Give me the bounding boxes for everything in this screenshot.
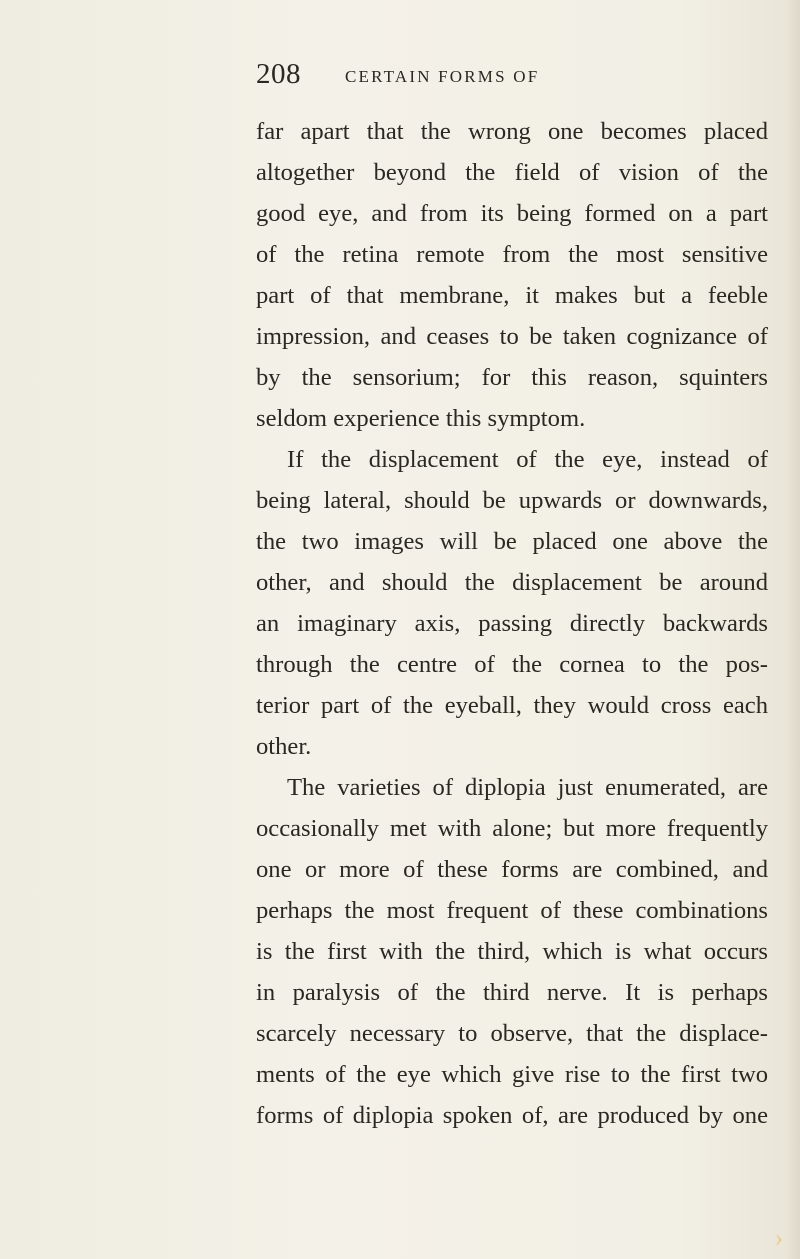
text-line: altogether beyond the field of vision of the bbox=[256, 159, 768, 186]
text-line: perhaps the most frequent of these combinations bbox=[256, 897, 768, 924]
text-line: of the retina remote from the most sensitive bbox=[256, 241, 768, 268]
text-line: occasionally met with alone; but more frequently bbox=[256, 815, 768, 842]
text-line: by the sensorium; for this reason, squinters bbox=[256, 364, 768, 391]
text-line: good eye, and from its being formed on a part bbox=[256, 200, 768, 227]
text-line: an imaginary axis, passing directly backwards bbox=[256, 610, 768, 637]
paragraph-first-line: The varieties of diplopia just enumerated, are bbox=[287, 774, 768, 801]
text-line: is the first with the third, which is what occurs bbox=[256, 938, 768, 965]
text-line: forms of diplopia spoken of, are produced by one bbox=[256, 1102, 768, 1129]
text-line: one or more of these forms are combined, and bbox=[256, 856, 768, 883]
text-line: the two images will be placed one above the bbox=[256, 528, 768, 555]
text-line: ments of the eye which give rise to the first two bbox=[256, 1061, 768, 1088]
text-line: scarcely necessary to observe, that the displace- bbox=[256, 1020, 768, 1047]
text-line: impression, and ceases to be taken cognizance of bbox=[256, 323, 768, 350]
text-line: seldom experience this symptom. bbox=[256, 405, 586, 432]
text-line: other, and should the displacement be around bbox=[256, 569, 768, 596]
text-line: being lateral, should be upwards or downwards, bbox=[256, 487, 768, 514]
text-line: part of that membrane, it makes but a feeble bbox=[256, 282, 768, 309]
page-edge-shadow bbox=[786, 0, 800, 1259]
text-line: in paralysis of the third nerve. It is perhaps bbox=[256, 979, 768, 1006]
page-corner-stain-icon: › bbox=[774, 1223, 784, 1252]
text-line: far apart that the wrong one becomes placed bbox=[256, 118, 768, 145]
running-head: CERTAIN FORMS OF bbox=[345, 67, 540, 86]
text-line: terior part of the eyeball, they would cross each bbox=[256, 692, 768, 719]
text-line: through the centre of the cornea to the pos- bbox=[256, 651, 768, 678]
paragraph-first-line: If the displacement of the eye, instead of bbox=[287, 446, 768, 473]
text-line: other. bbox=[256, 733, 312, 760]
page-number: 208 bbox=[256, 58, 301, 90]
